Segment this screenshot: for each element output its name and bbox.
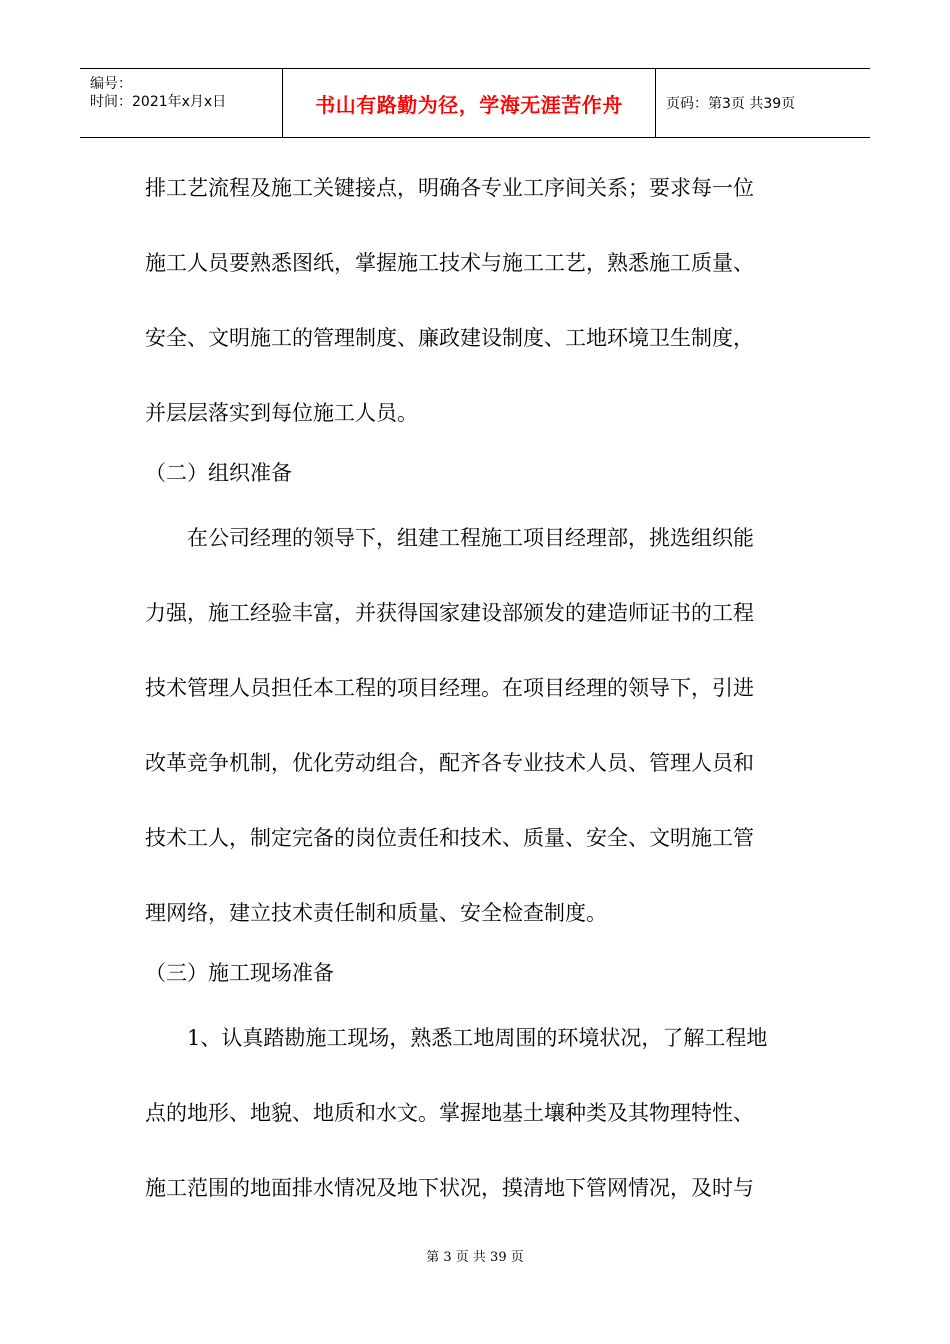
- page-footer: 第 3 页 共 39 页: [426, 1250, 524, 1265]
- body-line: 理网络，建立技术责任制和质量、安全检查制度。: [145, 901, 607, 925]
- document-number-label: 编号：: [90, 76, 132, 92]
- page-header: [80, 68, 870, 138]
- body-line: 施工范围的地面排水情况及地下状况，摸清地下管网情况，及时与: [145, 1176, 754, 1200]
- body-line: 排工艺流程及施工关键接点，明确各专业工序间关系；要求每一位: [145, 176, 754, 200]
- section-heading: （三）施工现场准备: [145, 961, 334, 985]
- body-line: 技术工人，制定完备的岗位责任和技术、质量、安全、文明施工管: [145, 826, 754, 850]
- document-date-label: 时间：2021年x月x日: [90, 94, 227, 110]
- header-page-cell: [656, 69, 870, 137]
- header-meta-cell: [80, 69, 283, 137]
- body-line: 点的地形、地貌、地质和水文。掌握地基土壤种类及其物理特性、: [145, 1101, 754, 1125]
- body-line: 安全、文明施工的管理制度、廉政建设制度、工地环境卫生制度，: [145, 326, 754, 350]
- body-line: 在公司经理的领导下，组建工程施工项目经理部，挑选组织能: [145, 526, 754, 550]
- body-line: 力强，施工经验丰富，并获得国家建设部颁发的建造师证书的工程: [145, 601, 754, 625]
- body-line: 施工人员要熟悉图纸，掌握施工技术与施工工艺，熟悉施工质量、: [145, 251, 754, 275]
- body-line: 1、认真踏勘施工现场，熟悉工地周围的环境状况，了解工程地: [145, 1026, 768, 1050]
- body-line: 技术管理人员担任本工程的项目经理。在项目经理的领导下，引进: [145, 676, 754, 700]
- body-line: 改革竞争机制，优化劳动组合，配齐各专业技术人员、管理人员和: [145, 751, 754, 775]
- header-page-info: 页码：第3页 共39页: [666, 96, 796, 112]
- header-motto: 书山有路勤为径，学海无涯苦作舟: [315, 92, 623, 117]
- section-heading: （二）组织准备: [145, 461, 292, 485]
- body-line: 并层层落实到每位施工人员。: [145, 401, 418, 425]
- header-motto-cell: [283, 69, 656, 137]
